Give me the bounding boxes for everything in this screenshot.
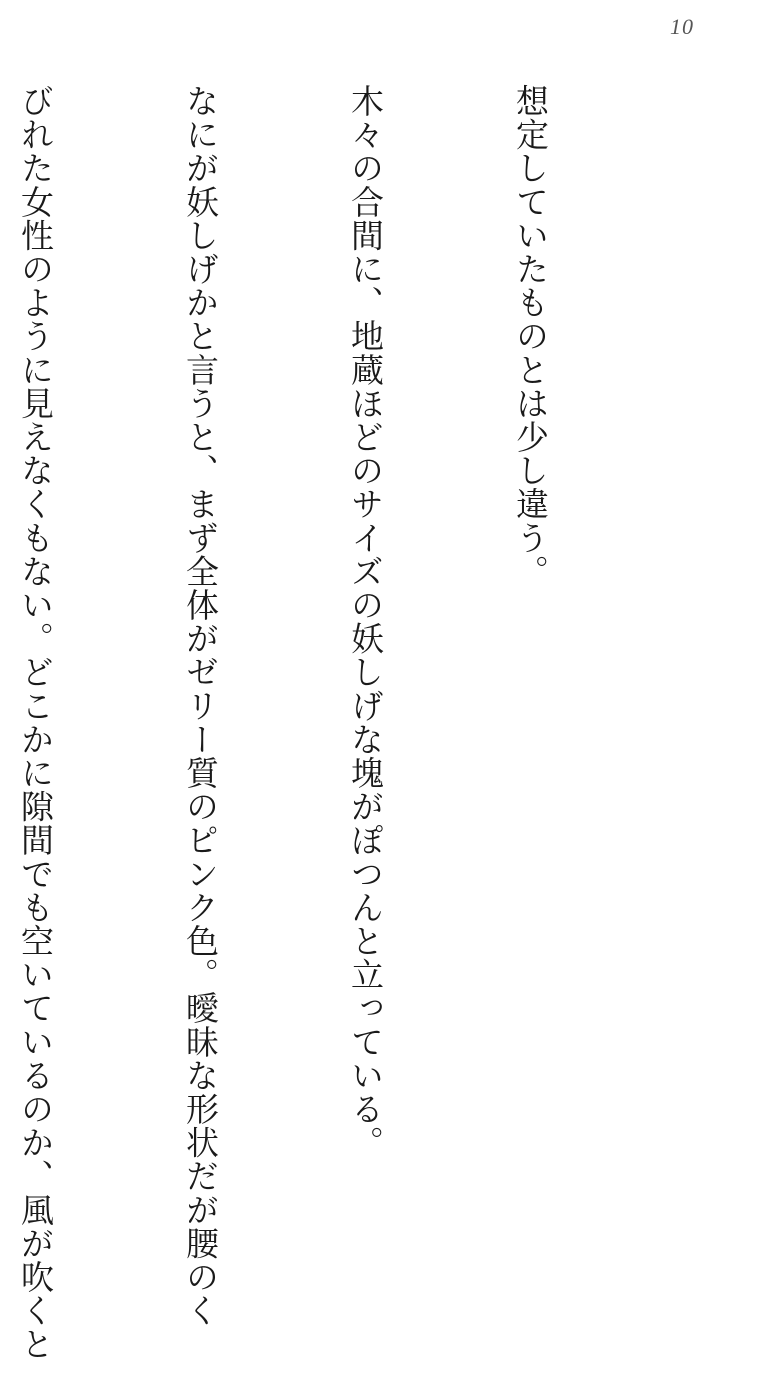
text-line: 想定していたものとは少し違う。 xyxy=(511,84,550,588)
text-line: 木々の合間に、地蔵ほどのサイズの妖しげな塊がぽつんと立っている。 xyxy=(346,84,385,1160)
page-number: 10 xyxy=(670,14,694,39)
text-line: びれた女性のように見えなくもない。どこかに隙間でも空いているのか、風が吹くと xyxy=(16,84,55,1361)
vertical-text-body xyxy=(0,84,668,1361)
text-line: なにが妖しげかと言うと、まず全体がゼリー質のピンク色。曖昧な形状だが腰のく xyxy=(181,84,220,1328)
